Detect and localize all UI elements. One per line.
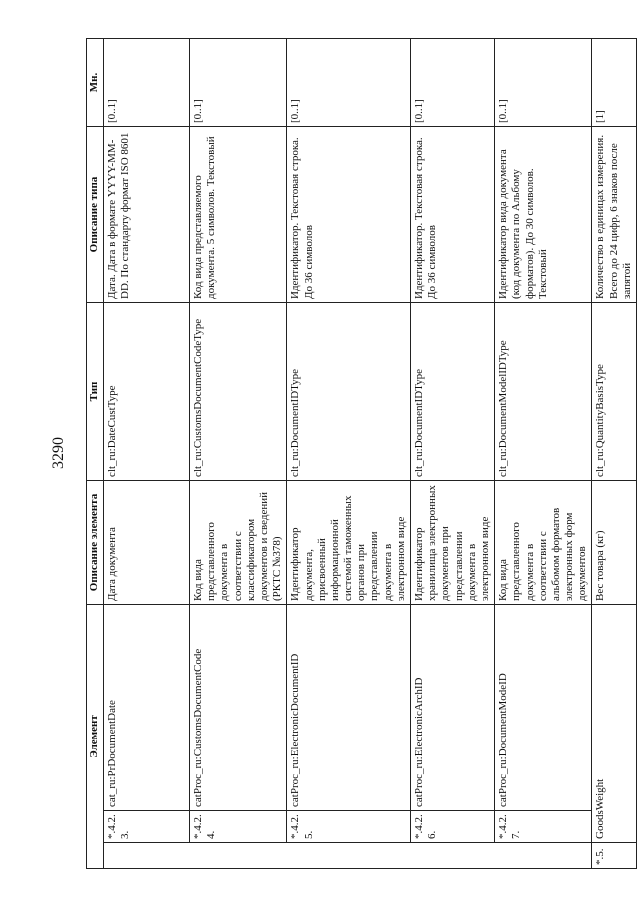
row-element-name: catProc_ru:DocumentModeID xyxy=(495,605,592,811)
row-number: *.4.2.5. xyxy=(287,811,411,843)
table-row xyxy=(411,39,495,869)
element-table xyxy=(86,38,637,869)
row-multiplicity: [0..1] xyxy=(104,39,190,127)
header-multiplicity: Мн. xyxy=(87,39,104,127)
row-multiplicity: [0..1] xyxy=(287,39,411,127)
row-number: *.4.2.4. xyxy=(190,811,287,843)
row-type-description: Идентификатор. Текстовая строка. До 36 символов xyxy=(411,127,495,303)
row-prefix xyxy=(411,843,495,869)
row-element-name: catProc_ru:ElectronicArchID xyxy=(411,605,495,811)
row-multiplicity: [1] xyxy=(592,39,637,127)
row-element-description: Код вида представленного документа в соответствии с альбомом форматов электронных форм документов xyxy=(495,481,592,605)
row-element-description: Идентификатор хранилища электронных документов при представлении документа в электронном виде xyxy=(411,481,495,605)
row-number: *.4.2.3. xyxy=(104,811,190,843)
row-type: clt_ru:DateCustType xyxy=(104,303,190,481)
row-element-name: GoodsWeight xyxy=(592,605,637,843)
row-element-description: Идентификатор документа, присвоенный информационной системой таможенных органов при представлении документа в электронном виде xyxy=(287,481,411,605)
row-number: *.4.2.7. xyxy=(495,811,592,843)
row-type-description: Код вида представляемого документа. 5 символов. Текстовый xyxy=(190,127,287,303)
page-number: 3290 xyxy=(50,437,67,469)
row-type-description: Идентификатор вида документа (код документа по Альбому форматов). До 30 символов. Текстовый xyxy=(495,127,592,303)
header-element-description: Описание элемента xyxy=(87,481,104,605)
table-row xyxy=(592,39,637,869)
row-prefix xyxy=(104,843,190,869)
row-type-description: Дата. Дата в формате YYYY-MM-DD. По стандарту формат ISO 8601 xyxy=(104,127,190,303)
table-row xyxy=(104,39,190,869)
row-element-description: Вес товара (кг) xyxy=(592,481,637,605)
row-type: clt_ru:DocumentIDType xyxy=(411,303,495,481)
row-type: clt_ru:DocumentIDType xyxy=(287,303,411,481)
row-element-description: Дата документа xyxy=(104,481,190,605)
table-header-row xyxy=(87,39,104,869)
row-element-description: Код вида представленного документа в соответствии с классификатором документов и сведений (РКТС №378) xyxy=(190,481,287,605)
header-type-description: Описание типа xyxy=(87,127,104,303)
row-prefix: *.5. xyxy=(592,843,637,869)
row-element-name: catProc_ru:ElectronicDocumentID xyxy=(287,605,411,811)
row-multiplicity: [0..1] xyxy=(411,39,495,127)
row-type-description: Идентификатор. Текстовая строка. До 36 символов xyxy=(287,127,411,303)
row-type-description: Количество в единицах измерения. Всего до 24 цифр, 6 знаков после запятой xyxy=(592,127,637,303)
table-row xyxy=(190,39,287,869)
rotated-table-container xyxy=(86,39,633,869)
row-type: clt_ru:DocumentModelIDType xyxy=(495,303,592,481)
row-multiplicity: [0..1] xyxy=(495,39,592,127)
row-type: clt_ru:QuantityBasisType xyxy=(592,303,637,481)
row-multiplicity: [0..1] xyxy=(190,39,287,127)
table-row xyxy=(495,39,592,869)
row-type: clt_ru:CustomsDocumentCodeType xyxy=(190,303,287,481)
row-prefix xyxy=(495,843,592,869)
table-row xyxy=(287,39,411,869)
row-prefix xyxy=(287,843,411,869)
row-element-name: cat_ru:PrDocumentDate xyxy=(104,605,190,811)
header-type: Тип xyxy=(87,303,104,481)
row-element-name: catProc_ru:CustomsDocumentCode xyxy=(190,605,287,811)
row-number: *.4.2.6. xyxy=(411,811,495,843)
header-element: Элемент xyxy=(87,605,104,869)
row-prefix xyxy=(190,843,287,869)
